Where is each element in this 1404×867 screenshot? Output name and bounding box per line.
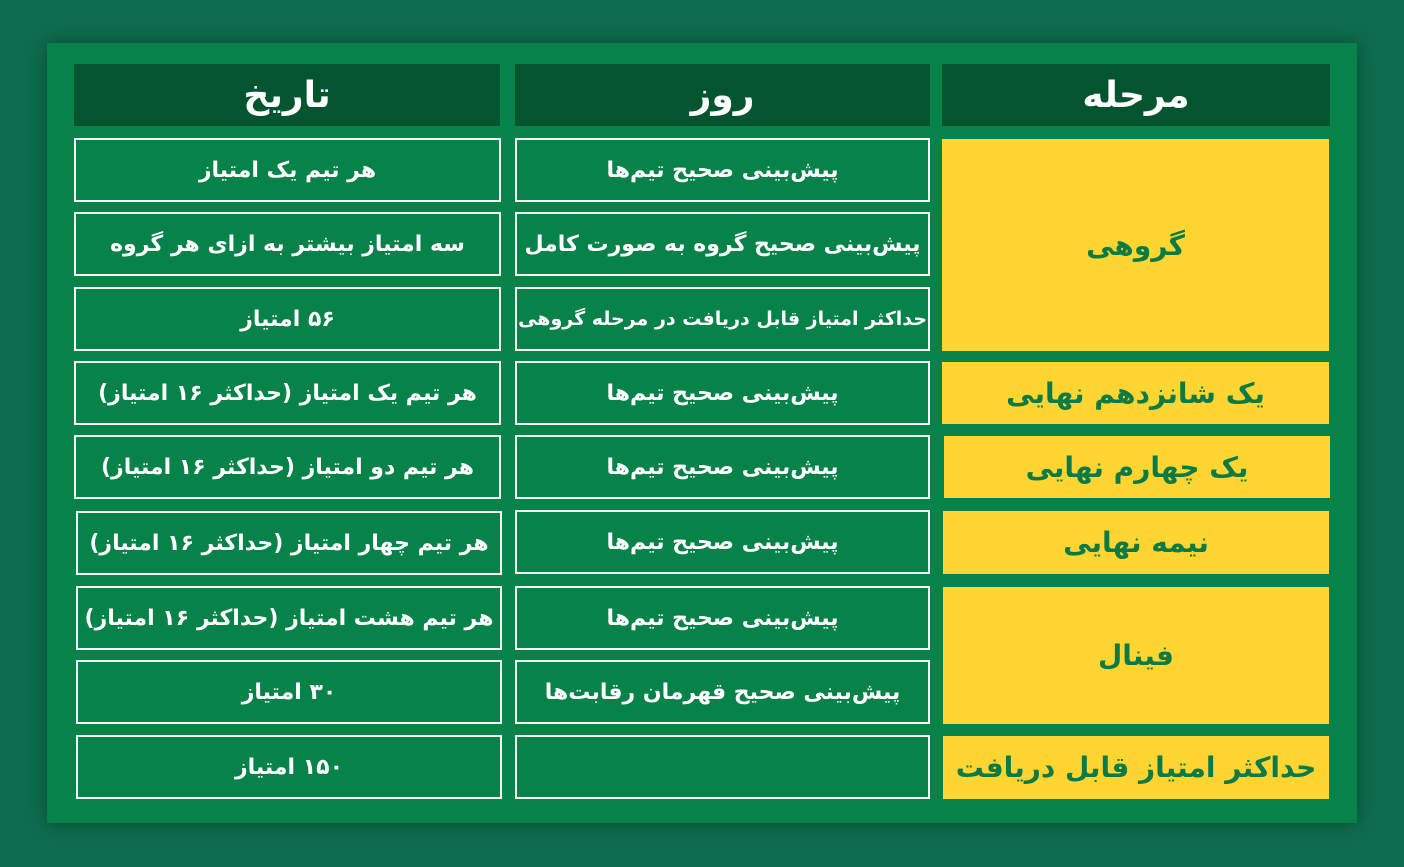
date-cell: هر تیم هشت امتیاز (حداکثر ۱۶ امتیاز) <box>76 586 502 650</box>
stage-quarter-final: یک چهارم نهایی <box>944 436 1330 498</box>
stage-final: فینال <box>943 587 1329 724</box>
date-cell: هر تیم چهار امتیاز (حداکثر ۱۶ امتیاز) <box>76 511 502 575</box>
day-cell: پیش‌بینی صحیح قهرمان رقابت‌ها <box>515 660 930 724</box>
header-stage: مرحله <box>942 64 1330 126</box>
date-cell: سه امتیاز بیشتر به ازای هر گروه <box>74 212 501 276</box>
header-day: روز <box>515 64 930 126</box>
header-date: تاریخ <box>74 64 500 126</box>
day-cell: پیش‌بینی صحیح تیم‌ها <box>515 510 930 574</box>
day-cell: پیش‌بینی صحیح تیم‌ها <box>515 586 930 650</box>
stage-max-points: حداکثر امتیاز قابل دریافت <box>943 736 1329 799</box>
stage-semi-final: نیمه نهایی <box>943 511 1329 574</box>
day-cell: حداکثر امتیاز قابل دریافت در مرحله گروهی <box>515 287 930 351</box>
date-cell: ۵۶ امتیاز <box>74 287 501 351</box>
date-cell: هر تیم یک امتیاز <box>74 138 501 202</box>
day-cell: پیش‌بینی صحیح تیم‌ها <box>515 435 930 499</box>
day-cell: پیش‌بینی صحیح تیم‌ها <box>515 138 930 202</box>
day-cell: پیش‌بینی صحیح تیم‌ها <box>515 361 930 425</box>
stage-group: گروهی <box>942 139 1329 351</box>
date-cell: ۳۰ امتیاز <box>76 660 502 724</box>
date-cell: ۱۵۰ امتیاز <box>76 735 502 799</box>
date-cell: هر تیم دو امتیاز (حداکثر ۱۶ امتیاز) <box>74 435 501 499</box>
date-cell: هر تیم یک امتیاز (حداکثر ۱۶ امتیاز) <box>74 361 501 425</box>
day-cell: پیش‌بینی صحیح گروه به صورت کامل <box>515 212 930 276</box>
stage-round-of-16: یک شانزدهم نهایی <box>942 362 1329 424</box>
day-cell <box>515 735 930 799</box>
